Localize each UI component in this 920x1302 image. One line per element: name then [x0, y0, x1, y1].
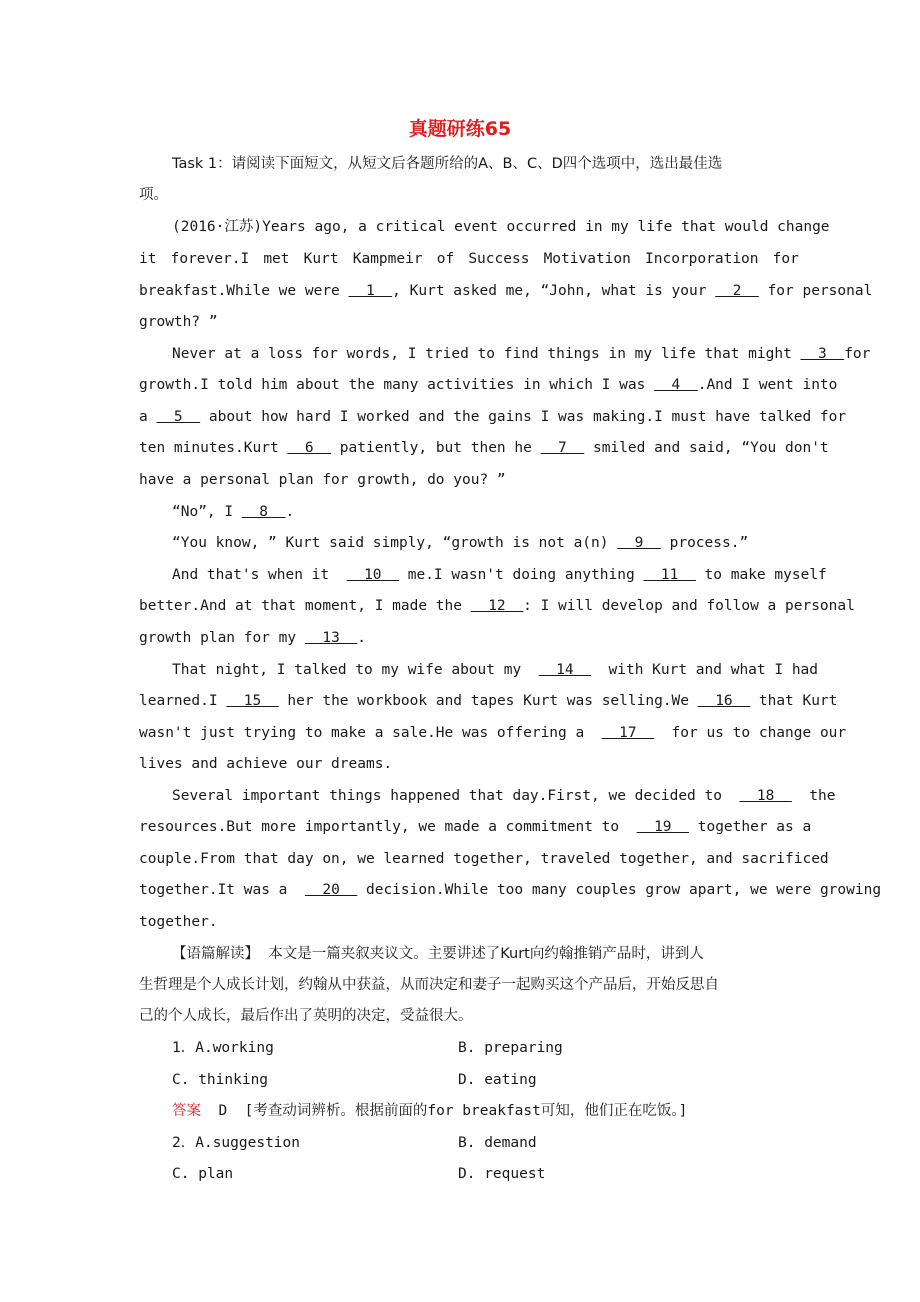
text-run: together.It was a — [139, 882, 305, 898]
blank-15: 15 — [226, 693, 279, 709]
text-run: the — [791, 788, 836, 804]
text-run: resources.But more importantly, we made a commitment to — [139, 819, 637, 835]
blank-12: 12 — [470, 598, 524, 614]
task-instruction-cont: 项。 — [139, 187, 168, 203]
text-run: me.I wasn't doing anything — [399, 567, 644, 583]
task-instruction: Task 1：请阅读下面短文，从短文后各题所给的A、B、C、D四个选项中，选出最佳选 — [172, 156, 723, 172]
text-run: together as a — [689, 819, 812, 835]
option-b: B. demand — [458, 1135, 537, 1151]
text-run: . — [357, 630, 366, 646]
answer-text: D [考查动词辨析。根据前面的for breakfast可知，他们正在吃饭。] — [201, 1103, 688, 1119]
passage-line — [139, 691, 837, 711]
text-run: for personal — [758, 283, 873, 299]
passage-line — [139, 407, 846, 427]
passage-line — [139, 628, 366, 648]
text-run: growth plan for my — [139, 630, 305, 646]
text-run: : I will develop and follow a personal — [523, 598, 855, 614]
text-run: patiently, but then he — [331, 440, 541, 456]
text-run: a — [139, 409, 157, 425]
word: for — [772, 251, 799, 267]
passage-line: (2016·江苏)Years ago, a critical event occurred in my life that would change — [172, 219, 830, 235]
text-run: . — [285, 504, 295, 520]
passage-line — [172, 565, 827, 585]
text-run: with Kurt and what I had — [591, 662, 819, 678]
passage-line — [172, 344, 870, 364]
blank-19: 19 — [636, 819, 689, 835]
answer-label: 答案 — [172, 1103, 201, 1119]
text-run: about how hard I worked and the gains I was making.I must have talked for — [200, 409, 847, 425]
option-b: B. preparing — [458, 1040, 563, 1056]
blank-20: 20 — [304, 882, 358, 898]
blank-1: 1 — [348, 283, 393, 299]
text-run: “You know, ” Kurt said simply, “growth is not a(n) — [172, 535, 618, 551]
word: Kampmeir — [352, 251, 423, 267]
answer-line — [172, 1101, 687, 1121]
word: Motivation — [543, 251, 631, 267]
blank-8: 8 — [241, 504, 286, 520]
blank-9: 9 — [617, 535, 661, 551]
passage-line — [139, 281, 872, 301]
word: it — [139, 251, 157, 267]
word: forever.I — [170, 251, 250, 267]
word: Incorporation — [645, 251, 759, 267]
blank-5: 5 — [156, 409, 201, 425]
text-run: for — [844, 346, 871, 362]
passage-line: lives and achieve our dreams. — [139, 756, 393, 772]
text-run: “No”, I — [172, 504, 242, 520]
analysis-text: 己的个人成长，最后作出了英明的决定，受益很大。 — [139, 1008, 473, 1024]
passage-line — [139, 375, 837, 395]
blank-4: 4 — [654, 377, 698, 393]
page-title: 真题研练65 — [408, 118, 512, 140]
passage-line — [139, 596, 855, 616]
text-run: .And I went into — [697, 377, 838, 393]
word: Kurt — [303, 251, 339, 267]
passage-line — [139, 723, 846, 743]
text-run: Several important things happened that day.First, we decided to — [172, 788, 740, 804]
option-c: C. thinking — [172, 1072, 269, 1088]
text-run: learned.I — [139, 693, 227, 709]
option-a: 2．A.suggestion — [172, 1135, 300, 1151]
analysis-text: 生哲理是个人成长计划，约翰从中获益，从而决定和妻子一起购买这个产品后，开始反思自 — [139, 977, 719, 993]
word: Success — [468, 251, 530, 267]
blank-3: 3 — [800, 346, 845, 362]
passage-line — [139, 817, 811, 837]
blank-17: 17 — [601, 725, 655, 741]
text-run: smiled and said, “You don't — [584, 440, 829, 456]
blank-11: 11 — [643, 567, 696, 583]
word: of — [436, 251, 455, 267]
passage-line: couple.From that day on, we learned together, traveled together, and sacrificed — [139, 851, 829, 867]
analysis-text: 【语篇解读】 本文是一篇夹叙夹议文。主要讲述了Kurt向约翰推销产品时，讲到人 — [172, 946, 704, 962]
text-run: wasn't just trying to make a sale.He was offering a — [139, 725, 602, 741]
blank-10: 10 — [346, 567, 399, 583]
text-run: ten minutes.Kurt — [139, 440, 288, 456]
blank-14: 14 — [538, 662, 592, 678]
text-run: her the workbook and tapes Kurt was selling.We — [278, 693, 698, 709]
text-run: breakfast.While we were — [139, 283, 349, 299]
passage-line: growth? ” — [139, 314, 218, 330]
passage-line: together. — [139, 914, 218, 930]
text-run: growth.I told him about the many activities in which I was — [139, 377, 655, 393]
text-run: process.” — [660, 535, 749, 551]
text-run: decision.While too many couples grow apart, we were growing — [357, 882, 882, 898]
text-run: And that's when it — [172, 567, 347, 583]
passage-line — [172, 533, 748, 553]
blank-2: 2 — [715, 283, 759, 299]
option-c: C. plan — [172, 1166, 234, 1182]
text-run: Never at a loss for words, I tried to find things in my life that might — [172, 346, 801, 362]
option-d: D. request — [458, 1166, 546, 1182]
blank-16: 16 — [697, 693, 751, 709]
passage-line — [172, 786, 835, 806]
blank-6: 6 — [287, 440, 332, 456]
text-run: , Kurt asked me, “John, what is your — [392, 283, 716, 299]
text-run: that Kurt — [750, 693, 838, 709]
passage-line — [139, 438, 829, 458]
passage-line — [172, 502, 294, 522]
passage-line: have a personal plan for growth, do you? ” — [139, 472, 506, 488]
blank-7: 7 — [540, 440, 585, 456]
text-run: to make myself — [695, 567, 827, 583]
word: met — [263, 251, 290, 267]
option-a: 1．A.working — [172, 1040, 274, 1056]
option-d: D. eating — [458, 1072, 537, 1088]
text-run: for us to change our — [654, 725, 847, 741]
blank-18: 18 — [739, 788, 792, 804]
passage-line — [172, 660, 818, 680]
text-run: That night, I talked to my wife about my — [172, 662, 539, 678]
passage-line — [139, 880, 881, 900]
blank-13: 13 — [304, 630, 358, 646]
passage-line-justified — [139, 249, 799, 269]
text-run: better.And at that moment, I made the — [139, 598, 471, 614]
